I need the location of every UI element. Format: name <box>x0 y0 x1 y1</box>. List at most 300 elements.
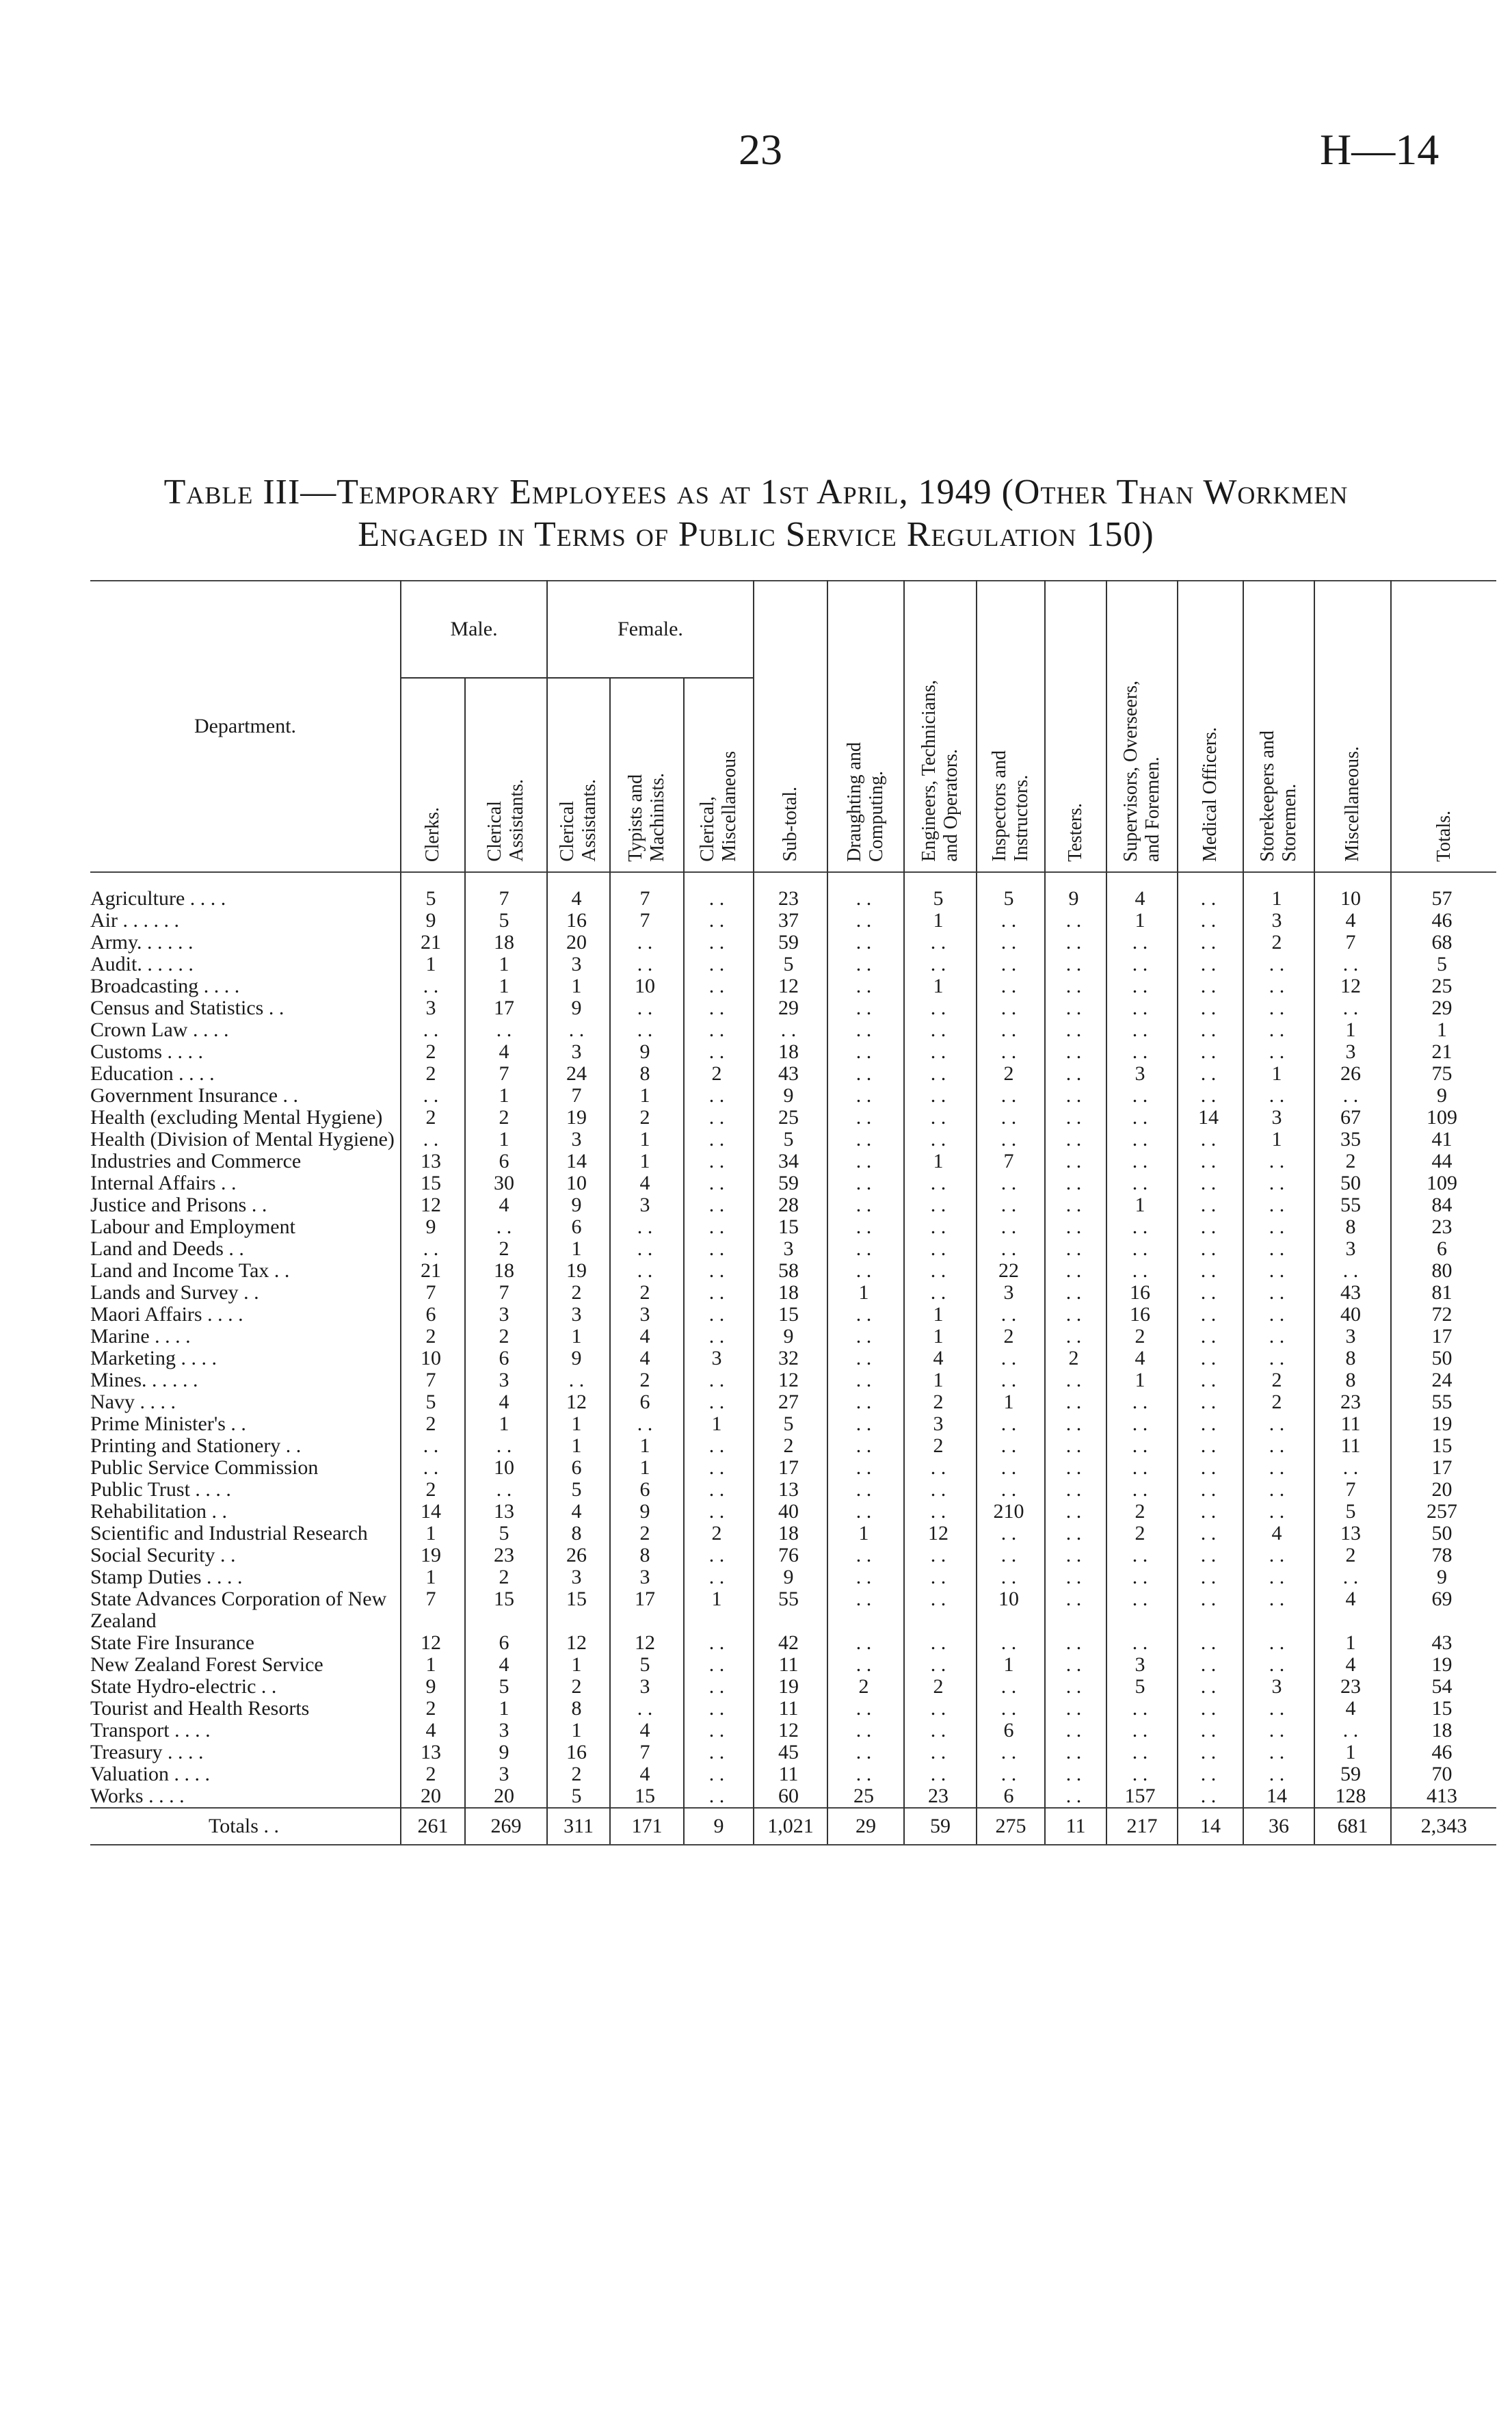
table-row <box>90 954 1496 975</box>
value-cell: 6 <box>401 1304 465 1326</box>
value-cell: 16 <box>1106 1282 1178 1304</box>
value-cell: . . <box>977 997 1045 1019</box>
value-cell: 72 <box>1391 1304 1496 1326</box>
value-cell: 34 <box>754 1151 827 1172</box>
value-cell: 25 <box>1391 975 1496 997</box>
value-cell: . . <box>1314 1720 1391 1742</box>
value-cell: 5 <box>465 1676 547 1698</box>
value-cell: 18 <box>754 1041 827 1063</box>
value-cell: 6 <box>977 1785 1045 1808</box>
value-cell: 2 <box>827 1676 904 1698</box>
value-cell: 2 <box>684 1523 754 1545</box>
value-cell: . . <box>977 1348 1045 1369</box>
value-cell: . . <box>827 1151 904 1172</box>
value-cell: . . <box>684 1151 754 1172</box>
value-cell: . . <box>1178 1545 1243 1566</box>
value-cell: . . <box>904 1742 977 1763</box>
value-cell: . . <box>1243 1216 1314 1238</box>
value-cell: 1 <box>1106 1369 1178 1391</box>
value-cell: . . <box>1178 1151 1243 1172</box>
value-cell: . . <box>610 1216 684 1238</box>
value-cell: 1 <box>610 1435 684 1457</box>
department-cell: Army. . . . . . <box>90 931 194 954</box>
value-cell: 2 <box>401 1479 465 1501</box>
value-cell: 2 <box>977 1063 1045 1085</box>
value-cell: . . <box>684 1391 754 1413</box>
value-cell: 2 <box>1106 1501 1178 1523</box>
value-cell: . . <box>684 1304 754 1326</box>
table-row <box>90 1588 1496 1632</box>
value-cell: . . <box>684 997 754 1019</box>
department-cell: State Fire Insurance <box>90 1631 254 1654</box>
value-cell: . . <box>1045 1194 1106 1216</box>
value-cell: 257 <box>1391 1501 1496 1523</box>
value-cell: . . <box>1178 1216 1243 1238</box>
value-cell: . . <box>1178 932 1243 954</box>
department-cell: Maori Affairs . . . . <box>90 1303 243 1326</box>
table-row <box>90 1391 1496 1413</box>
value-cell: . . <box>904 1720 977 1742</box>
department-cell: Health (Division of Mental Hygiene) <box>90 1128 395 1151</box>
value-cell: 3 <box>1314 1238 1391 1260</box>
value-cell: 1 <box>1314 1742 1391 1763</box>
value-cell: . . <box>1045 1763 1106 1785</box>
value-cell: 1 <box>547 1720 610 1742</box>
value-cell: 5 <box>1391 954 1496 975</box>
value-cell: . . <box>1106 1172 1178 1194</box>
value-cell: 4 <box>610 1326 684 1348</box>
value-cell: 7 <box>465 1282 547 1304</box>
value-cell: 2 <box>547 1282 610 1304</box>
value-cell: . . <box>684 1172 754 1194</box>
table-row <box>90 1216 1496 1238</box>
value-cell: 6 <box>465 1151 547 1172</box>
employees-table <box>90 580 1496 1845</box>
value-cell: 9 <box>754 1085 827 1107</box>
value-cell: 12 <box>754 1369 827 1391</box>
value-cell: . . <box>684 1501 754 1523</box>
department-cell: Crown Law . . . . <box>90 1019 229 1041</box>
value-cell: 12 <box>754 1720 827 1742</box>
value-cell: 4 <box>547 1501 610 1523</box>
value-cell: 17 <box>754 1457 827 1479</box>
value-cell: 7 <box>1314 1479 1391 1501</box>
value-cell: . . <box>1106 1457 1178 1479</box>
value-cell: . . <box>904 1632 977 1654</box>
value-cell: . . <box>1106 1019 1178 1041</box>
value-cell: 17 <box>465 997 547 1019</box>
value-cell: 5 <box>904 872 977 910</box>
value-cell: . . <box>1314 1457 1391 1479</box>
value-cell: . . <box>1243 1151 1314 1172</box>
col-header-subtotal: Sub-total. <box>754 581 827 872</box>
value-cell: . . <box>827 1063 904 1085</box>
value-cell: 17 <box>1391 1326 1496 1348</box>
value-cell: 4 <box>1314 1588 1391 1632</box>
value-cell: . . <box>684 1545 754 1566</box>
value-cell: . . <box>465 1479 547 1501</box>
value-cell: . . <box>1045 1260 1106 1282</box>
value-cell: . . <box>1178 910 1243 932</box>
value-cell: . . <box>904 1107 977 1129</box>
value-cell: . . <box>904 1172 977 1194</box>
value-cell: . . <box>684 1654 754 1676</box>
table-row <box>90 997 1496 1019</box>
value-cell: . . <box>977 1019 1045 1041</box>
value-cell: 3 <box>904 1413 977 1435</box>
value-cell: 50 <box>1391 1348 1496 1369</box>
value-cell: 5 <box>1314 1501 1391 1523</box>
value-cell: . . <box>1243 1742 1314 1763</box>
department-cell: Printing and Stationery . . <box>90 1434 302 1457</box>
value-cell: 8 <box>547 1698 610 1720</box>
value-cell: 24 <box>1391 1369 1496 1391</box>
value-cell: 10 <box>401 1348 465 1369</box>
value-cell: 20 <box>547 932 610 954</box>
value-cell: . . <box>977 1369 1045 1391</box>
value-cell: . . <box>1045 1107 1106 1129</box>
value-cell: 1 <box>465 1413 547 1435</box>
value-cell: . . <box>827 1326 904 1348</box>
value-cell: . . <box>827 1654 904 1676</box>
value-cell: 10 <box>547 1172 610 1194</box>
department-cell: Land and Income Tax . . <box>90 1259 290 1282</box>
value-cell: . . <box>610 1698 684 1720</box>
col-header-supervisors: Supervisors, Overseers, and Foremen. <box>1106 581 1178 872</box>
value-cell: . . <box>1178 1763 1243 1785</box>
total-value-cell: 269 <box>465 1808 547 1845</box>
value-cell: 14 <box>1178 1107 1243 1129</box>
value-cell: . . <box>827 1304 904 1326</box>
value-cell: 1 <box>610 1129 684 1151</box>
total-value-cell: 681 <box>1314 1808 1391 1845</box>
value-cell: . . <box>610 997 684 1019</box>
total-value-cell: 59 <box>904 1808 977 1845</box>
totals-row <box>90 1808 1496 1845</box>
value-cell: 17 <box>1391 1457 1496 1479</box>
col-header-inspectors: Inspectors and Instructors. <box>977 581 1045 872</box>
value-cell: 1 <box>401 1523 465 1545</box>
value-cell: 4 <box>401 1720 465 1742</box>
value-cell: 2 <box>465 1566 547 1588</box>
value-cell: . . <box>827 1107 904 1129</box>
value-cell: 2 <box>610 1369 684 1391</box>
value-cell: 2 <box>547 1763 610 1785</box>
value-cell: 18 <box>1391 1720 1496 1742</box>
value-cell: . . <box>1243 1763 1314 1785</box>
value-cell: . . <box>465 1435 547 1457</box>
value-cell: . . <box>610 954 684 975</box>
table-row <box>90 1085 1496 1107</box>
value-cell: 2 <box>547 1676 610 1698</box>
total-value-cell: 29 <box>827 1808 904 1845</box>
value-cell: 9 <box>547 1348 610 1369</box>
col-header-miscellaneous: Miscellaneous. <box>1314 581 1391 872</box>
value-cell: 1 <box>547 1413 610 1435</box>
value-cell: . . <box>827 1348 904 1369</box>
value-cell: . . <box>401 1129 465 1151</box>
value-cell: 55 <box>1391 1391 1496 1413</box>
value-cell: . . <box>401 1238 465 1260</box>
department-cell: Rehabilitation . . <box>90 1500 227 1523</box>
value-cell: 3 <box>465 1304 547 1326</box>
value-cell: . . <box>1243 1019 1314 1041</box>
value-cell: . . <box>1045 1041 1106 1063</box>
table-row <box>90 1413 1496 1435</box>
value-cell: 1 <box>401 1566 465 1588</box>
value-cell: 5 <box>754 1129 827 1151</box>
value-cell: . . <box>684 1085 754 1107</box>
value-cell: . . <box>827 1391 904 1413</box>
value-cell: . . <box>684 975 754 997</box>
value-cell: . . <box>1045 1523 1106 1545</box>
value-cell: . . <box>827 1742 904 1763</box>
value-cell: . . <box>1243 975 1314 997</box>
value-cell: 4 <box>1106 872 1178 910</box>
table-row <box>90 1194 1496 1216</box>
value-cell: 10 <box>465 1457 547 1479</box>
value-cell: 5 <box>547 1785 610 1808</box>
value-cell: . . <box>684 1632 754 1654</box>
value-cell: 1 <box>904 975 977 997</box>
value-cell: . . <box>1045 1742 1106 1763</box>
value-cell: 42 <box>754 1632 827 1654</box>
value-cell: 1 <box>684 1413 754 1435</box>
value-cell: . . <box>1045 1501 1106 1523</box>
value-cell: . . <box>827 1041 904 1063</box>
value-cell: 9 <box>754 1326 827 1348</box>
value-cell: 14 <box>401 1501 465 1523</box>
value-cell: . . <box>684 1260 754 1282</box>
department-cell: Lands and Survey . . <box>90 1281 259 1304</box>
value-cell: . . <box>827 1479 904 1501</box>
value-cell: 10 <box>610 975 684 997</box>
value-cell: 3 <box>1243 910 1314 932</box>
value-cell: . . <box>1106 1435 1178 1457</box>
table-row <box>90 1326 1496 1348</box>
value-cell: . . <box>904 1545 977 1566</box>
value-cell: 5 <box>547 1479 610 1501</box>
value-cell: . . <box>1106 1413 1178 1435</box>
value-cell: 57 <box>1391 872 1496 910</box>
value-cell: . . <box>827 1216 904 1238</box>
value-cell: . . <box>1243 1588 1314 1632</box>
table-totals <box>90 1808 1496 1845</box>
value-cell: . . <box>1178 1654 1243 1676</box>
value-cell: 9 <box>401 910 465 932</box>
department-cell: New Zealand Forest Service <box>90 1653 323 1676</box>
value-cell: 13 <box>401 1742 465 1763</box>
department-cell: Agriculture . . . . <box>90 887 226 910</box>
value-cell: . . <box>1243 1041 1314 1063</box>
value-cell: . . <box>1106 1238 1178 1260</box>
table-row <box>90 1063 1496 1085</box>
value-cell: . . <box>904 1194 977 1216</box>
value-cell: . . <box>904 1479 977 1501</box>
value-cell: 3 <box>547 1304 610 1326</box>
value-cell: . . <box>1243 997 1314 1019</box>
value-cell: 3 <box>684 1348 754 1369</box>
value-cell: . . <box>1106 1216 1178 1238</box>
value-cell: 70 <box>1391 1763 1496 1785</box>
value-cell: 1 <box>547 1326 610 1348</box>
table-row <box>90 1282 1496 1304</box>
value-cell: 8 <box>547 1523 610 1545</box>
department-cell: State Advances Corporation of New Zealand <box>90 1588 387 1632</box>
value-cell: 1 <box>904 910 977 932</box>
value-cell: 14 <box>1243 1785 1314 1808</box>
value-cell: 50 <box>1314 1172 1391 1194</box>
value-cell: . . <box>1178 975 1243 997</box>
value-cell: 1 <box>904 1151 977 1172</box>
value-cell: 18 <box>754 1523 827 1545</box>
value-cell: 20 <box>1391 1479 1496 1501</box>
col-header-draughting: Draughting and Computing. <box>827 581 904 872</box>
value-cell: . . <box>610 1019 684 1041</box>
value-cell: . . <box>684 1019 754 1041</box>
table-row <box>90 1698 1496 1720</box>
value-cell: 59 <box>754 932 827 954</box>
department-cell: Education . . . . <box>90 1062 215 1085</box>
department-cell: Government Insurance . . <box>90 1084 299 1107</box>
value-cell: . . <box>1045 1391 1106 1413</box>
value-cell: 7 <box>465 1063 547 1085</box>
value-cell: 1 <box>465 1085 547 1107</box>
value-cell: . . <box>1243 1326 1314 1348</box>
table-row <box>90 975 1496 997</box>
value-cell: . . <box>977 1194 1045 1216</box>
value-cell: 11 <box>754 1698 827 1720</box>
value-cell: . . <box>977 1238 1045 1260</box>
value-cell: 3 <box>610 1566 684 1588</box>
total-value-cell: 311 <box>547 1808 610 1845</box>
value-cell: 15 <box>1391 1698 1496 1720</box>
value-cell: 5 <box>610 1654 684 1676</box>
value-cell: . . <box>1178 1304 1243 1326</box>
table-header <box>90 581 1496 872</box>
value-cell: . . <box>1243 954 1314 975</box>
value-cell: . . <box>1178 1566 1243 1588</box>
value-cell: . . <box>684 1435 754 1457</box>
value-cell: 2 <box>1314 1151 1391 1172</box>
department-cell: Marketing . . . . <box>90 1347 217 1369</box>
department-cell: Tourist and Health Resorts <box>90 1697 310 1720</box>
value-cell: . . <box>1045 1588 1106 1632</box>
value-cell: 3 <box>465 1720 547 1742</box>
value-cell: . . <box>827 1435 904 1457</box>
value-cell: . . <box>1045 1129 1106 1151</box>
value-cell: . . <box>827 1085 904 1107</box>
department-cell: Public Trust . . . . <box>90 1478 231 1501</box>
value-cell: 4 <box>610 1348 684 1369</box>
value-cell: . . <box>684 1216 754 1238</box>
table-row <box>90 1348 1496 1369</box>
value-cell: 3 <box>547 1566 610 1588</box>
value-cell: 2 <box>904 1435 977 1457</box>
value-cell: 2 <box>401 1413 465 1435</box>
value-cell: . . <box>1178 1479 1243 1501</box>
value-cell: . . <box>610 1238 684 1260</box>
value-cell: . . <box>827 932 904 954</box>
value-cell: 25 <box>754 1107 827 1129</box>
value-cell: . . <box>1243 1260 1314 1282</box>
department-cell: Census and Statistics . . <box>90 997 284 1019</box>
value-cell: . . <box>1178 1041 1243 1063</box>
value-cell: 1 <box>1314 1632 1391 1654</box>
value-cell: 6 <box>547 1216 610 1238</box>
value-cell: . . <box>684 1785 754 1808</box>
value-cell: 2 <box>1243 1391 1314 1413</box>
value-cell: 5 <box>1106 1676 1178 1698</box>
value-cell: . . <box>1045 1698 1106 1720</box>
department-cell: Valuation . . . . <box>90 1763 210 1785</box>
value-cell: 2 <box>465 1107 547 1129</box>
value-cell: 19 <box>1391 1654 1496 1676</box>
value-cell: 8 <box>1314 1369 1391 1391</box>
value-cell: 19 <box>1391 1413 1496 1435</box>
value-cell: . . <box>1178 1019 1243 1041</box>
value-cell: 413 <box>1391 1785 1496 1808</box>
value-cell: . . <box>1243 1085 1314 1107</box>
value-cell: . . <box>684 1107 754 1129</box>
value-cell: 14 <box>547 1151 610 1172</box>
value-cell: . . <box>684 1676 754 1698</box>
value-cell: . . <box>1045 975 1106 997</box>
department-cell: Health (excluding Mental Hygiene) <box>90 1106 383 1129</box>
value-cell: . . <box>827 1238 904 1260</box>
value-cell: 55 <box>754 1588 827 1632</box>
value-cell: 12 <box>754 975 827 997</box>
value-cell: 2 <box>401 1698 465 1720</box>
value-cell: . . <box>904 1260 977 1282</box>
value-cell: 26 <box>547 1545 610 1566</box>
value-cell: 7 <box>610 872 684 910</box>
value-cell: . . <box>1243 1457 1314 1479</box>
value-cell: . . <box>465 1216 547 1238</box>
value-cell: . . <box>1178 1632 1243 1654</box>
value-cell: 2 <box>401 1763 465 1785</box>
value-cell: 9 <box>1391 1085 1496 1107</box>
value-cell: . . <box>1178 1720 1243 1742</box>
value-cell: 59 <box>754 1172 827 1194</box>
value-cell: . . <box>977 1413 1045 1435</box>
value-cell: 3 <box>547 1129 610 1151</box>
value-cell: . . <box>977 1742 1045 1763</box>
value-cell: . . <box>904 1282 977 1304</box>
value-cell: . . <box>977 1457 1045 1479</box>
value-cell: . . <box>1106 1260 1178 1282</box>
value-cell: 6 <box>547 1457 610 1479</box>
table-row <box>90 1041 1496 1063</box>
value-cell: 78 <box>1391 1545 1496 1566</box>
table-row <box>90 1129 1496 1151</box>
value-cell: . . <box>1178 1260 1243 1282</box>
value-cell: 35 <box>1314 1129 1391 1151</box>
value-cell: 1 <box>827 1282 904 1304</box>
value-cell: 128 <box>1314 1785 1391 1808</box>
value-cell: . . <box>1045 910 1106 932</box>
value-cell: 67 <box>1314 1107 1391 1129</box>
value-cell: 30 <box>465 1172 547 1194</box>
value-cell: . . <box>610 932 684 954</box>
value-cell: 18 <box>754 1282 827 1304</box>
value-cell: . . <box>827 1545 904 1566</box>
value-cell: 22 <box>977 1260 1045 1282</box>
value-cell: 3 <box>610 1194 684 1216</box>
value-cell: 7 <box>977 1151 1045 1172</box>
value-cell: . . <box>684 1698 754 1720</box>
value-cell: . . <box>904 1085 977 1107</box>
